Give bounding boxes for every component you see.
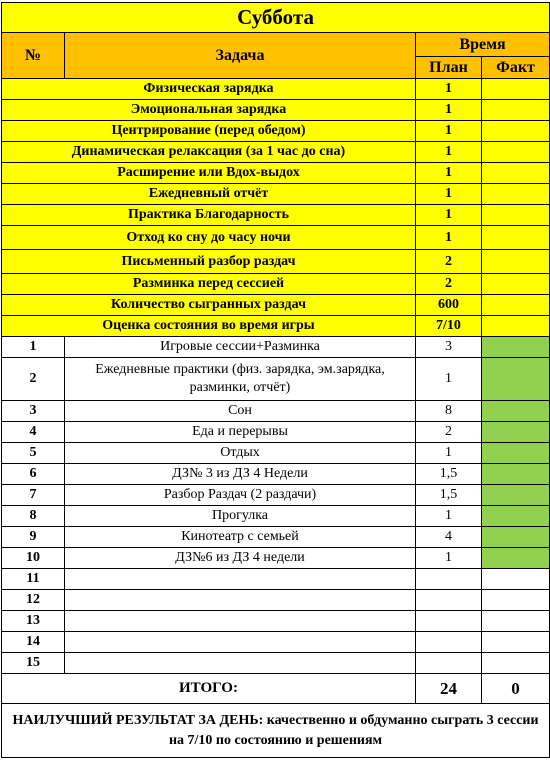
- habit-row: [2, 79, 550, 100]
- habit-task: Разминка перед сессией: [2, 274, 416, 295]
- task-plan: 1,5: [416, 464, 482, 485]
- habit-fact[interactable]: [482, 274, 550, 295]
- task-number: 10: [2, 548, 65, 569]
- task-number: 2: [2, 358, 65, 401]
- task-plan: 1: [416, 548, 482, 569]
- task-name: Разбор Раздач (2 раздачи): [65, 485, 416, 506]
- empty-task-row: [2, 632, 550, 653]
- task-plan[interactable]: [416, 590, 482, 611]
- header-row-1: [2, 33, 550, 57]
- habit-task: Оценка состояния во время игры: [2, 316, 416, 337]
- task-fact[interactable]: [482, 506, 550, 527]
- task-name: Отдых: [65, 443, 416, 464]
- task-number: 3: [2, 401, 65, 422]
- task-name: Ежедневные практики (физ. зарядка, эм.зарядка, разминки, отчёт): [65, 358, 416, 401]
- plan-header: План: [416, 57, 482, 79]
- day-plan-table: [1, 2, 550, 758]
- task-row: [2, 506, 550, 527]
- habit-row: [2, 274, 550, 295]
- task-name: Игровые сессии+Разминка: [65, 337, 416, 358]
- total-label: ИТОГО:: [2, 674, 416, 704]
- task-row: [2, 485, 550, 506]
- total-fact: 0: [482, 674, 550, 704]
- task-number: 5: [2, 443, 65, 464]
- empty-task-row: [2, 569, 550, 590]
- task-plan: 1: [416, 506, 482, 527]
- task-plan: 1,5: [416, 485, 482, 506]
- habit-plan: 1: [416, 163, 482, 184]
- fact-header: Факт: [482, 57, 550, 79]
- habit-task: Ежедневный отчёт: [2, 184, 416, 205]
- day-title: Суббота: [2, 3, 550, 33]
- task-row: [2, 527, 550, 548]
- num-header: №: [2, 33, 65, 79]
- task-row: [2, 464, 550, 485]
- habit-row: [2, 250, 550, 274]
- habit-plan: 1: [416, 205, 482, 226]
- habit-fact[interactable]: [482, 163, 550, 184]
- habit-row: [2, 142, 550, 163]
- habit-plan: 1: [416, 226, 482, 250]
- task-fact[interactable]: [482, 337, 550, 358]
- habit-row: [2, 205, 550, 226]
- task-fact[interactable]: [482, 464, 550, 485]
- task-number: 15: [2, 653, 65, 674]
- habit-task: Письменный разбор раздач: [2, 250, 416, 274]
- best-result: [2, 704, 550, 758]
- task-plan: 2: [416, 422, 482, 443]
- task-row: [2, 337, 550, 358]
- habit-fact[interactable]: [482, 205, 550, 226]
- task-plan: 1: [416, 358, 482, 401]
- task-fact[interactable]: [482, 590, 550, 611]
- task-fact[interactable]: [482, 443, 550, 464]
- task-number: 1: [2, 337, 65, 358]
- habit-row: [2, 295, 550, 316]
- task-plan: 8: [416, 401, 482, 422]
- task-fact[interactable]: [482, 569, 550, 590]
- task-number: 13: [2, 611, 65, 632]
- habit-task: Динамическая релаксация (за 1 час до сна): [2, 142, 416, 163]
- habit-task: Физическая зарядка: [2, 79, 416, 100]
- task-fact[interactable]: [482, 632, 550, 653]
- task-name[interactable]: [65, 632, 416, 653]
- habit-row: [2, 316, 550, 337]
- task-name: Кинотеатр с семьей: [65, 527, 416, 548]
- empty-task-row: [2, 590, 550, 611]
- task-name[interactable]: [65, 611, 416, 632]
- task-plan: 1: [416, 443, 482, 464]
- habit-fact[interactable]: [482, 79, 550, 100]
- habit-task: Отход ко сну до часу ночи: [2, 226, 416, 250]
- habit-plan: 1: [416, 79, 482, 100]
- task-plan[interactable]: [416, 611, 482, 632]
- habit-fact[interactable]: [482, 142, 550, 163]
- task-number: 8: [2, 506, 65, 527]
- habit-plan: 1: [416, 100, 482, 121]
- habit-fact[interactable]: [482, 226, 550, 250]
- habit-task: Расширение или Вдох-выдох: [2, 163, 416, 184]
- total-plan: 24: [416, 674, 482, 704]
- task-name: ДЗ№ 3 из ДЗ 4 Недели: [65, 464, 416, 485]
- task-fact[interactable]: [482, 548, 550, 569]
- task-number: 14: [2, 632, 65, 653]
- task-plan[interactable]: [416, 569, 482, 590]
- task-fact[interactable]: [482, 485, 550, 506]
- task-header: Задача: [65, 33, 416, 79]
- task-row: [2, 358, 550, 401]
- task-plan: 3: [416, 337, 482, 358]
- task-name[interactable]: [65, 569, 416, 590]
- task-plan[interactable]: [416, 653, 482, 674]
- task-fact[interactable]: [482, 653, 550, 674]
- task-fact[interactable]: [482, 527, 550, 548]
- habit-task: Количество сыгранных раздач: [2, 295, 416, 316]
- habit-plan: 1: [416, 121, 482, 142]
- task-fact[interactable]: [482, 358, 550, 401]
- habit-plan: 600: [416, 295, 482, 316]
- habit-task: Эмоциональная зарядка: [2, 100, 416, 121]
- habit-fact[interactable]: [482, 295, 550, 316]
- task-row: [2, 548, 550, 569]
- time-header: Время: [416, 33, 550, 57]
- habit-fact[interactable]: [482, 100, 550, 121]
- habit-fact[interactable]: [482, 121, 550, 142]
- task-name[interactable]: [65, 653, 416, 674]
- task-row: [2, 401, 550, 422]
- habit-plan: 2: [416, 250, 482, 274]
- habit-task: Центрирование (перед обедом): [2, 121, 416, 142]
- habit-row: [2, 163, 550, 184]
- task-row: [2, 422, 550, 443]
- task-number: 7: [2, 485, 65, 506]
- task-plan[interactable]: [416, 632, 482, 653]
- title-row: [2, 3, 550, 33]
- best-result-text: качественно и обдуманно сыграть 3 сессии на 7/10 по состоянию и решениям: [168, 712, 539, 748]
- task-name: ДЗ№6 из ДЗ 4 недели: [65, 548, 416, 569]
- total-row: [2, 674, 550, 704]
- habit-plan: 2: [416, 274, 482, 295]
- task-number: 6: [2, 464, 65, 485]
- task-number: 4: [2, 422, 65, 443]
- habit-plan: 1: [416, 142, 482, 163]
- habit-plan: 1: [416, 184, 482, 205]
- footer-row: [2, 704, 550, 758]
- task-row: [2, 443, 550, 464]
- task-fact[interactable]: [482, 422, 550, 443]
- task-name: Сон: [65, 401, 416, 422]
- habit-row: [2, 184, 550, 205]
- habit-task: Практика Благодарность: [2, 205, 416, 226]
- task-name[interactable]: [65, 590, 416, 611]
- best-result-label: НАИЛУЧШИЙ РЕЗУЛЬТАТ ЗА ДЕНЬ:: [12, 712, 264, 728]
- task-name: Еда и перерывы: [65, 422, 416, 443]
- habit-fact[interactable]: [482, 184, 550, 205]
- habit-row: [2, 121, 550, 142]
- task-fact[interactable]: [482, 401, 550, 422]
- habit-fact[interactable]: [482, 250, 550, 274]
- task-plan: 4: [416, 527, 482, 548]
- habit-plan: 7/10: [416, 316, 482, 337]
- habit-fact[interactable]: [482, 316, 550, 337]
- empty-task-row: [2, 611, 550, 632]
- empty-task-row: [2, 653, 550, 674]
- task-name: Прогулка: [65, 506, 416, 527]
- task-number: 12: [2, 590, 65, 611]
- task-number: 9: [2, 527, 65, 548]
- habit-row: [2, 226, 550, 250]
- task-number: 11: [2, 569, 65, 590]
- habit-row: [2, 100, 550, 121]
- task-fact[interactable]: [482, 611, 550, 632]
